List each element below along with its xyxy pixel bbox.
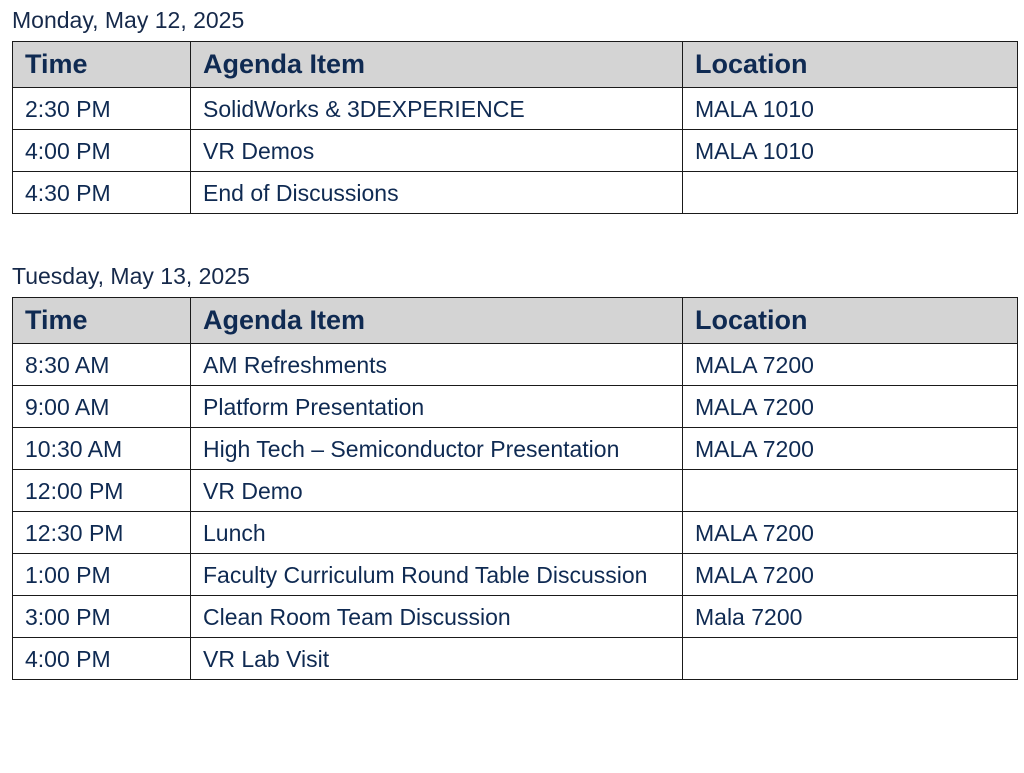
cell-agenda-item: Lunch [191,512,683,554]
day-title-monday: Monday, May 12, 2025 [12,7,245,33]
cell-location: MALA 1010 [683,88,1018,130]
table-row [13,386,1018,428]
cell-agenda-item: Clean Room Team Discussion [191,596,683,638]
table-row [13,428,1018,470]
table-header-row [13,298,1018,344]
day-title-tuesday: Tuesday, May 13, 2025 [12,263,250,289]
cell-location: Mala 7200 [683,596,1018,638]
header-agenda-item: Agenda Item [191,298,683,344]
agenda-table-tuesday [12,297,1018,680]
cell-agenda-item: End of Discussions [191,172,683,214]
table-header-row [13,42,1018,88]
header-location: Location [683,42,1018,88]
cell-agenda-item: Faculty Curriculum Round Table Discussion [191,554,683,596]
cell-location: MALA 7200 [683,512,1018,554]
table-row [13,172,1018,214]
cell-time: 10:30 AM [13,428,191,470]
cell-time: 9:00 AM [13,386,191,428]
cell-location [683,470,1018,512]
cell-time: 1:00 PM [13,554,191,596]
cell-location: MALA 7200 [683,554,1018,596]
header-agenda-item: Agenda Item [191,42,683,88]
cell-location [683,172,1018,214]
cell-time: 3:00 PM [13,596,191,638]
cell-agenda-item: AM Refreshments [191,344,683,386]
cell-time: 12:30 PM [13,512,191,554]
header-location: Location [683,298,1018,344]
cell-time: 4:00 PM [13,130,191,172]
cell-time: 8:30 AM [13,344,191,386]
cell-location: MALA 7200 [683,344,1018,386]
table-row [13,88,1018,130]
table-row [13,344,1018,386]
cell-time: 4:00 PM [13,638,191,680]
header-time: Time [13,298,191,344]
header-time: Time [13,42,191,88]
agenda-table-monday [12,41,1018,214]
table-row [13,596,1018,638]
table-row [13,554,1018,596]
table-row [13,638,1018,680]
cell-agenda-item: SolidWorks & 3DEXPERIENCE [191,88,683,130]
cell-location [683,638,1018,680]
cell-location: MALA 7200 [683,386,1018,428]
table-row [13,512,1018,554]
cell-agenda-item: VR Lab Visit [191,638,683,680]
cell-agenda-item: Platform Presentation [191,386,683,428]
cell-agenda-item: High Tech – Semiconductor Presentation [191,428,683,470]
cell-time: 12:00 PM [13,470,191,512]
cell-agenda-item: VR Demos [191,130,683,172]
cell-location: MALA 7200 [683,428,1018,470]
table-row [13,470,1018,512]
table-row [13,130,1018,172]
cell-time: 4:30 PM [13,172,191,214]
cell-time: 2:30 PM [13,88,191,130]
cell-location: MALA 1010 [683,130,1018,172]
cell-agenda-item: VR Demo [191,470,683,512]
